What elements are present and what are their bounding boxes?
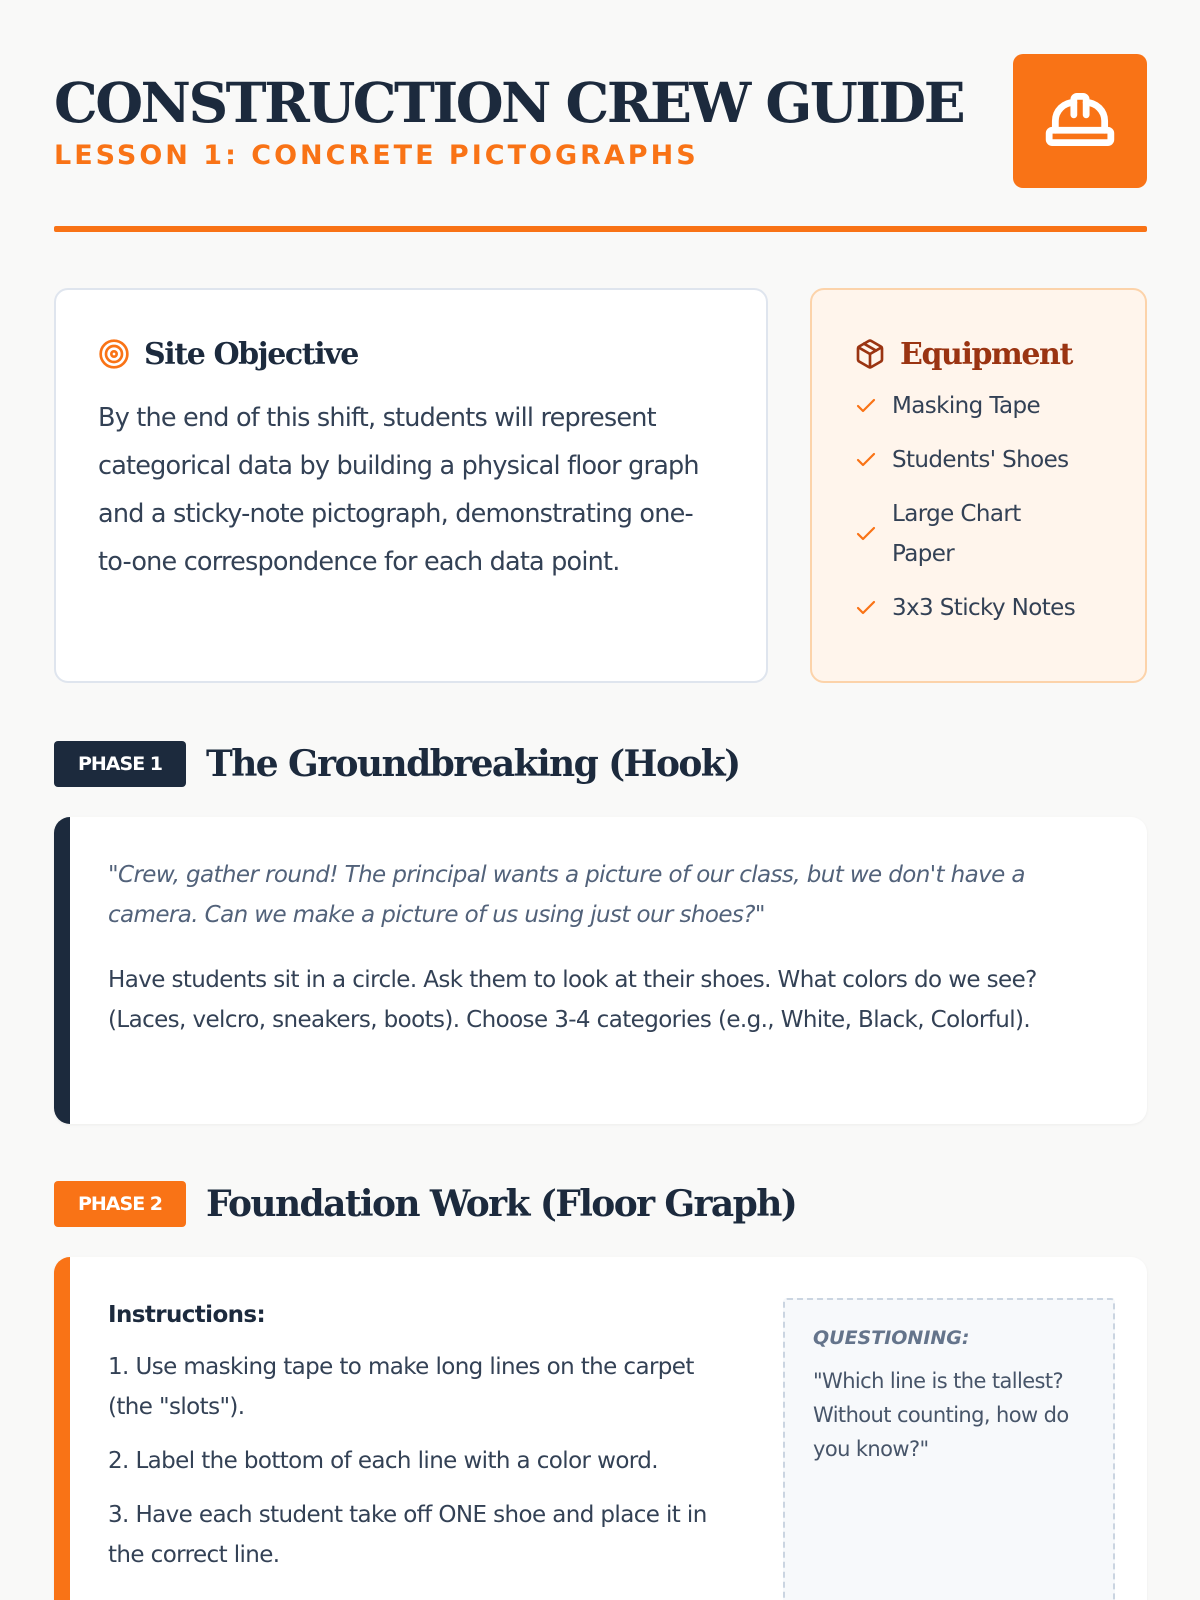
equipment-title: Equipment: [900, 336, 1072, 372]
phase-1-quote: "Crew, gather round! The principal wants a picture of our class, but we don't have a camera. Can we make a picture of us using just our shoes?": [108, 862, 1025, 928]
check-icon: [854, 448, 878, 472]
lesson-page: [54, 0, 1147, 1600]
equipment-item: [854, 494, 1125, 574]
hard-hat-badge: [1013, 54, 1147, 188]
box-icon: [854, 338, 886, 370]
lesson-subtitle: LESSON 1: CONCRETE PICTOGRAPHS: [54, 140, 699, 171]
equipment-item-label: 3x3 Sticky Notes: [892, 595, 1076, 621]
objective-text: By the end of this shift, students will represent categorical data by building a physical floor graph and a sticky-note pictograph, demonstrating one-to-one correspondence for each data point.: [98, 403, 699, 577]
check-icon: [854, 596, 878, 620]
equipment-item: [854, 588, 1125, 628]
instruction-step: 2. Label the bottom of each line with a color word.: [108, 1448, 658, 1474]
phase-2-title: Foundation Work (Floor Graph): [206, 1183, 797, 1225]
questioning-text: "Which line is the tallest? Without counting, how do you know?": [813, 1369, 1069, 1461]
hard-hat-icon: [1043, 84, 1117, 158]
phase-1-header: [54, 739, 740, 789]
equipment-list: [854, 386, 1125, 628]
instructions-list: [108, 1347, 738, 1575]
equipment-item-label: Large Chart Paper: [892, 501, 1021, 567]
objective-title: Site Objective: [144, 336, 358, 372]
phase-1-text: Have students sit in a circle. Ask them to look at their shoes. What colors do we see? (Laces, velcro, sneakers, boots). Choose 3-4 categories (e.g., White, Black, Colorful).: [108, 967, 1037, 1033]
header-divider: [54, 226, 1147, 232]
phase-1-card: [54, 817, 1147, 1124]
target-icon: [98, 338, 130, 370]
phase-2-badge: PHASE 2: [54, 1181, 186, 1227]
phase-1-badge: PHASE 1: [54, 741, 186, 787]
instructions-label: Instructions:: [108, 1302, 266, 1328]
equipment-card: [810, 288, 1147, 683]
page-title: CONSTRUCTION CREW GUIDE: [54, 70, 964, 135]
questioning-box: [783, 1298, 1115, 1600]
instructions-block: [108, 1295, 738, 1589]
equipment-item: [854, 440, 1125, 480]
check-icon: [854, 394, 878, 418]
page-header: [54, 54, 1147, 188]
check-icon: [854, 522, 878, 546]
phase-1-title: The Groundbreaking (Hook): [206, 743, 740, 785]
equipment-item-label: Masking Tape: [892, 393, 1041, 419]
equipment-item: [854, 386, 1125, 426]
instruction-step: 1. Use masking tape to make long lines on the carpet (the "slots").: [108, 1354, 694, 1420]
equipment-item-label: Students' Shoes: [892, 447, 1069, 473]
questioning-label: QUESTIONING:: [813, 1327, 970, 1349]
phase-2-card: [54, 1257, 1147, 1600]
phase-2-header: [54, 1179, 796, 1229]
instruction-step: 3. Have each student take off ONE shoe and place it in the correct line.: [108, 1502, 707, 1568]
objective-card: [54, 288, 768, 683]
